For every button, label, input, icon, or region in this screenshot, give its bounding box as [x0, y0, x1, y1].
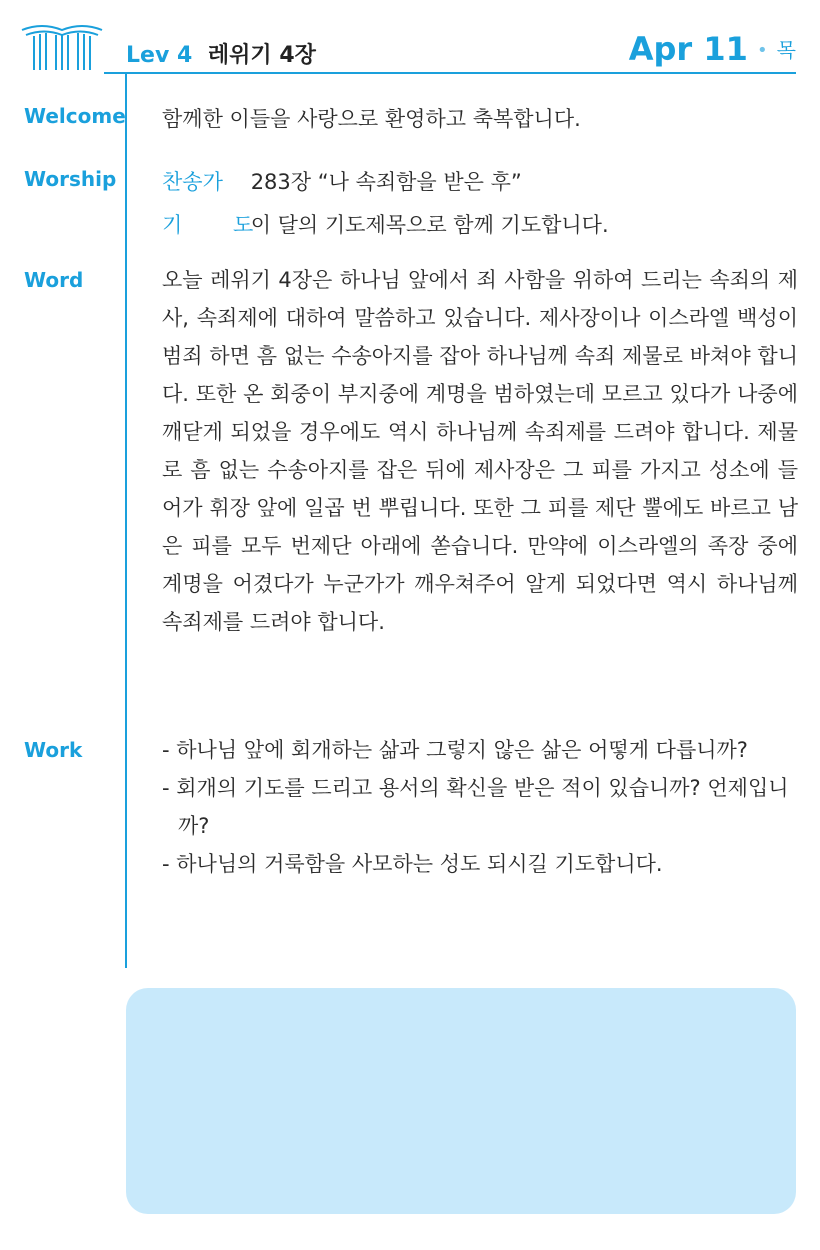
hymn-text: 283장 “나 속죄함을 받은 후”: [250, 170, 522, 194]
word-paragraph: 오늘 레위기 4장은 하나님 앞에서 죄 사함을 위하여 드리는 속죄의 제사, 속죄제에 대하여 말씀하고 있습니다. 제사장이나 이스라엘 백성이 범죄 하면 흠 없는 수송아지를 잡아 하나님께 속죄 제물로 바쳐야 합니다. 또한 온 회중이 부지중에 계명을 범하였는데 모르고 있다가 나중에 깨닫게 되었을 경우에도 역시 하나님께 속죄제를 드려야 합니다. 제물로 흠 없는 수송아지를 잡은 뒤에 제사장은 그 피를 가지고 성소에 들어가 휘장 앞에 일곱 번 뿌립니다. 또한 그 피를 제단 뿔에도 바르고 남은 피를 모두 번제단 아래에 쏟습니다. 만약에 이스라엘의 족장 중에 계명을 어겼다가 누군가가 깨우쳐주어 알게 되었다면 역시 하나님께 속죄제를 드려야 합니다.: [162, 268, 798, 634]
welcome-text: 함께한 이들을 사랑으로 환영하고 축복합니다.: [162, 107, 581, 131]
list-item: - 하나님의 거룩함을 사모하는 성도 되시길 기도합니다.: [162, 852, 663, 876]
day-of-week: 목: [776, 38, 796, 62]
date-separator: •: [756, 40, 768, 61]
hymn-row: [162, 166, 522, 196]
prayer-text: 이 달의 기도제목으로 함께 기도합니다.: [250, 213, 609, 237]
page-header: [0, 0, 820, 80]
chapter-reference: [126, 38, 316, 69]
section-divider-line: [125, 72, 127, 968]
hymn-label: 찬송가: [162, 170, 223, 194]
list-item: - 하나님 앞에 회개하는 삶과 그렇지 않은 삶은 어떻게 다릅니까?: [162, 738, 748, 762]
word-label: Word: [24, 268, 84, 292]
date-stamp: [629, 30, 796, 68]
work-questions: [162, 731, 798, 883]
book-ref: Lev 4: [126, 43, 193, 68]
prayer-row: [162, 209, 609, 239]
header-divider: [104, 72, 796, 74]
open-book-icon: [20, 20, 104, 72]
welcome-label: Welcome: [24, 104, 126, 128]
work-label: Work: [24, 738, 83, 762]
list-item: - 회개의 기도를 드리고 용서의 확신을 받은 적이 있습니까? 언제입니까?: [162, 776, 789, 838]
chapter-title: 레위기 4장: [207, 43, 316, 68]
worship-label: Worship: [24, 167, 117, 191]
word-body: [162, 261, 798, 641]
notes-box[interactable]: [126, 988, 796, 1214]
date-text: Apr 11: [628, 30, 748, 68]
prayer-label: 기 도: [162, 213, 276, 237]
